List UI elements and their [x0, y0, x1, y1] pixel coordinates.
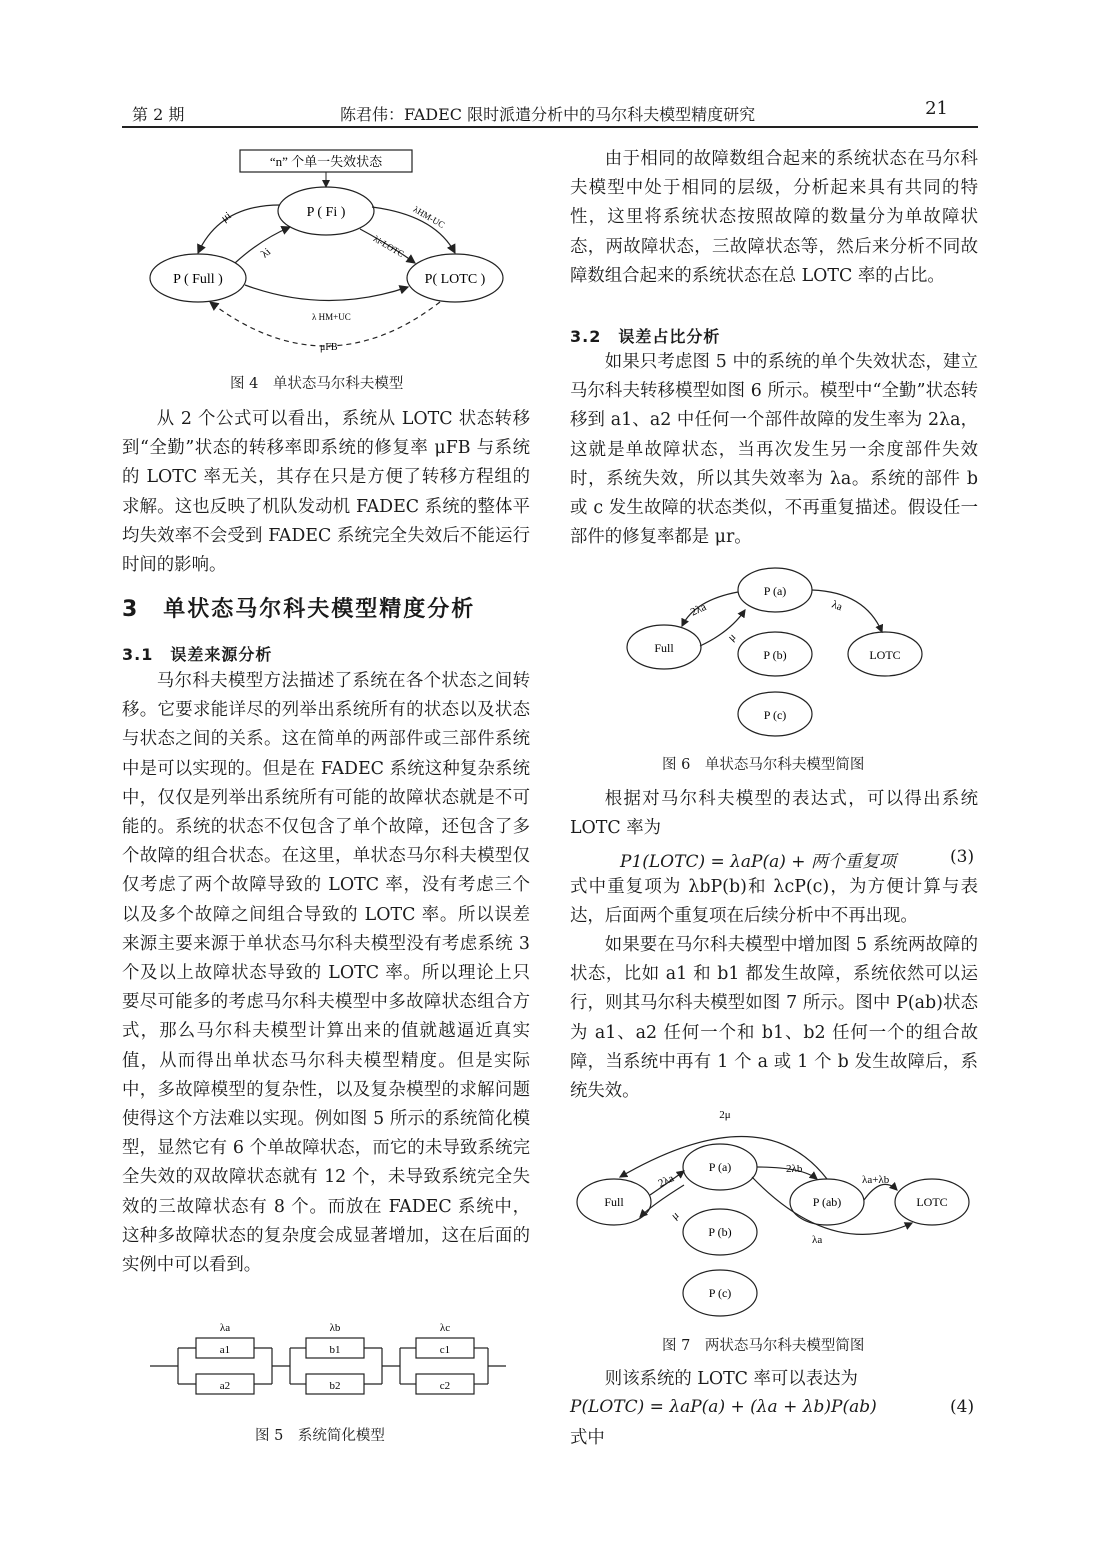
svg-text:LOTC: LOTC: [916, 1195, 948, 1209]
svg-text:a1: a1: [219, 1344, 231, 1356]
right-paragraph-2: 如果只考虑图 5 中的系统的单个失效状态，建立马尔科夫转移模型如图 6 所示。模型中“全勤”状态转移到 a1、a2 中任何一个部件故障的发生率为 2λa，这就是单故障状态，当再次发生另一余度部件失效时，系统失效，所以其失效率为 λa。系统的部件 b 或 c 发生故障的状态类似，不再重复描述。假设任一部件的修复率都是 μr。: [570, 352, 978, 548]
equation-4-number: (4): [950, 1397, 975, 1417]
svg-text:λb: λb: [329, 1322, 341, 1334]
svg-text:P (c): P (c): [763, 708, 787, 722]
svg-text:Full: Full: [654, 641, 674, 655]
single-failure-label: “n” 个单一失效状态: [269, 154, 383, 169]
svg-text:P (c): P (c): [708, 1286, 732, 1300]
svg-text:λa+λb: λa+λb: [862, 1174, 890, 1186]
svg-text:P (b): P (b): [708, 1225, 732, 1239]
equation-3-number: (3): [950, 847, 975, 867]
svg-text:b1: b1: [329, 1344, 341, 1356]
svg-text:b2: b2: [329, 1380, 341, 1392]
right-paragraph-4: 式中重复项为 λbP(b)和 λcP(c)，为方便计算与表达，后面两个重复项在后续分析中不再出现。: [570, 877, 978, 927]
right-paragraph-7: 式中: [570, 1428, 605, 1448]
figure-7-caption: 图 7 两状态马尔科夫模型简图: [662, 1338, 865, 1354]
svg-text:λi: λi: [259, 245, 274, 261]
svg-text:λi-LOTC: λi-LOTC: [371, 233, 406, 259]
figure-7-diagram: [572, 1105, 980, 1320]
left-paragraph-1: 从 2 个公式可以看出，系统从 LOTC 状态转移到“全勤”状态的转移率即系统的修复率 μFB 与系统的 LOTC 率无关，其存在只是方便了转移方程组的求解。这也反映了机队发动机 FADEC 系统的整体平均失效率不会受到 FADEC 系统完全失效后不能运行时间的影响。: [122, 409, 530, 576]
svg-text:P (b): P (b): [763, 648, 787, 662]
figure-4-diagram: [140, 145, 520, 365]
equation-3: P1(LOTC) = λaP(a) + 两个重复项: [620, 852, 896, 872]
svg-text:μ: μ: [669, 1209, 682, 1223]
svg-text:λa: λa: [812, 1234, 823, 1246]
svg-text:a2: a2: [219, 1380, 231, 1392]
figure-4-caption: 图 4 单状态马尔科夫模型: [230, 376, 404, 392]
page-number: 21: [925, 98, 948, 119]
svg-text:P (a): P (a): [708, 1160, 732, 1174]
svg-text:P (ab): P (ab): [812, 1195, 842, 1209]
figure-5-diagram: [148, 1318, 508, 1413]
right-paragraph-5: 如果要在马尔科夫模型中增加图 5 系统两故障的状态，比如 a1 和 b1 都发生故障，系统依然可以运行，则其马尔科夫模型如图 7 所示。图中 P(ab)状态为 a1、a2 任何一个和 b1、b2 任何一个的组合故障，当系统中再有 1 个 a 或 1 个 b 发生故障后，系统失效。: [570, 935, 978, 1102]
subsection-3-2-heading: 3.2 误差占比分析: [570, 327, 721, 346]
svg-text:P( LOTC ): P( LOTC ): [424, 272, 486, 287]
running-title: 陈君伟：FADEC 限时派遣分析中的马尔科夫模型精度研究: [340, 105, 756, 124]
svg-text:μi: μi: [219, 209, 234, 225]
svg-text:λHM-UC: λHM-UC: [411, 204, 447, 230]
right-paragraph-1: 由于相同的故障数组合起来的系统状态在马尔科夫模型中处于相同的层级，分析起来具有共同的特性，这里将系统状态按照故障的数量分为单故障状态，两故障状态，三故障状态等，然后来分析不同故障数组合起来的系统状态在总 LOTC 率的占比。: [570, 149, 978, 286]
figure-6-caption: 图 6 单状态马尔科夫模型简图: [662, 757, 865, 773]
svg-text:λa: λa: [830, 598, 844, 614]
svg-text:λa: λa: [219, 1322, 231, 1334]
svg-text:2λa: 2λa: [656, 1172, 676, 1190]
svg-text:P ( Full ): P ( Full ): [173, 272, 223, 287]
svg-text:P ( Fi ): P ( Fi ): [306, 205, 346, 220]
svg-text:LOTC: LOTC: [869, 648, 901, 662]
svg-text:2λb: 2λb: [786, 1163, 803, 1175]
svg-text:λc: λc: [439, 1322, 451, 1334]
right-paragraph-6: 则该系统的 LOTC 率可以表达为: [604, 1369, 858, 1389]
svg-text:2λa: 2λa: [688, 601, 709, 619]
svg-text:c1: c1: [439, 1344, 451, 1356]
left-paragraph-2: 马尔科夫模型方法描述了系统在各个状态之间转移。它要求能详尽的列举出系统所有的状态以及状态与状态之间的关系。这在简单的两部件或三部件系统中是可以实现的。但是在 FADEC 系统这种复杂系统中，仅仅是列举出系统所有可能的故障状态就是不可能的。系统的状态不仅包含了单个故障，还包含了多个故障的组合状态。在这里，单状态马尔科夫模型仅仅考虑了两个故障导致的 LOTC 率，没有考虑三个以及多个故障之间组合导致的 LOTC 率。所以误差来源主要来源于单状态马尔科夫模型没有考虑系统 3 个及以上故障状态导致的 LOTC 率。所以理论上只要尽可能多的考虑马尔科夫模型中多故障状态组合方式，那么马尔科夫模型计算出来的值就越逼近真实值，从而得出单状态马尔科夫模型精度。但是实际中，多故障模型的复杂性，以及复杂模型的求解问题使得这个方法难以实现。例如图 5 所示的系统简化模型，显然它有 6 个单故障状态，而它的未导致系统完全失效的双故障状态就有 12 个，未导致系统完全失效的三故障状态有 8 个。而放在 FADEC 系统中，这种多故障状态的复杂度会成显著增加，这在后面的实例中可以看到。: [122, 671, 530, 1276]
right-paragraph-3: 根据对马尔科夫模型的表达式，可以得出系统 LOTC 率为: [570, 789, 978, 839]
svg-text:μ: μ: [725, 631, 739, 644]
subsection-3-1-heading: 3.1 误差来源分析: [122, 645, 273, 664]
figure-5-caption: 图 5 系统简化模型: [255, 1428, 385, 1444]
running-header: [122, 98, 978, 128]
svg-text:2μ: 2μ: [719, 1109, 731, 1121]
issue-number: 第 2 期: [132, 105, 185, 124]
svg-text:λ HM+UC: λ HM+UC: [312, 312, 351, 322]
svg-text:c2: c2: [439, 1380, 451, 1392]
section-3-heading: 3 单状态马尔科夫模型精度分析: [122, 597, 476, 622]
svg-text:P (a): P (a): [763, 584, 787, 598]
figure-6-diagram: [620, 562, 930, 740]
svg-text:μFB: μFB: [320, 342, 338, 353]
equation-4: P(LOTC) = λaP(a) + (λa + λb)P(ab): [570, 1397, 877, 1417]
svg-text:Full: Full: [604, 1195, 624, 1209]
